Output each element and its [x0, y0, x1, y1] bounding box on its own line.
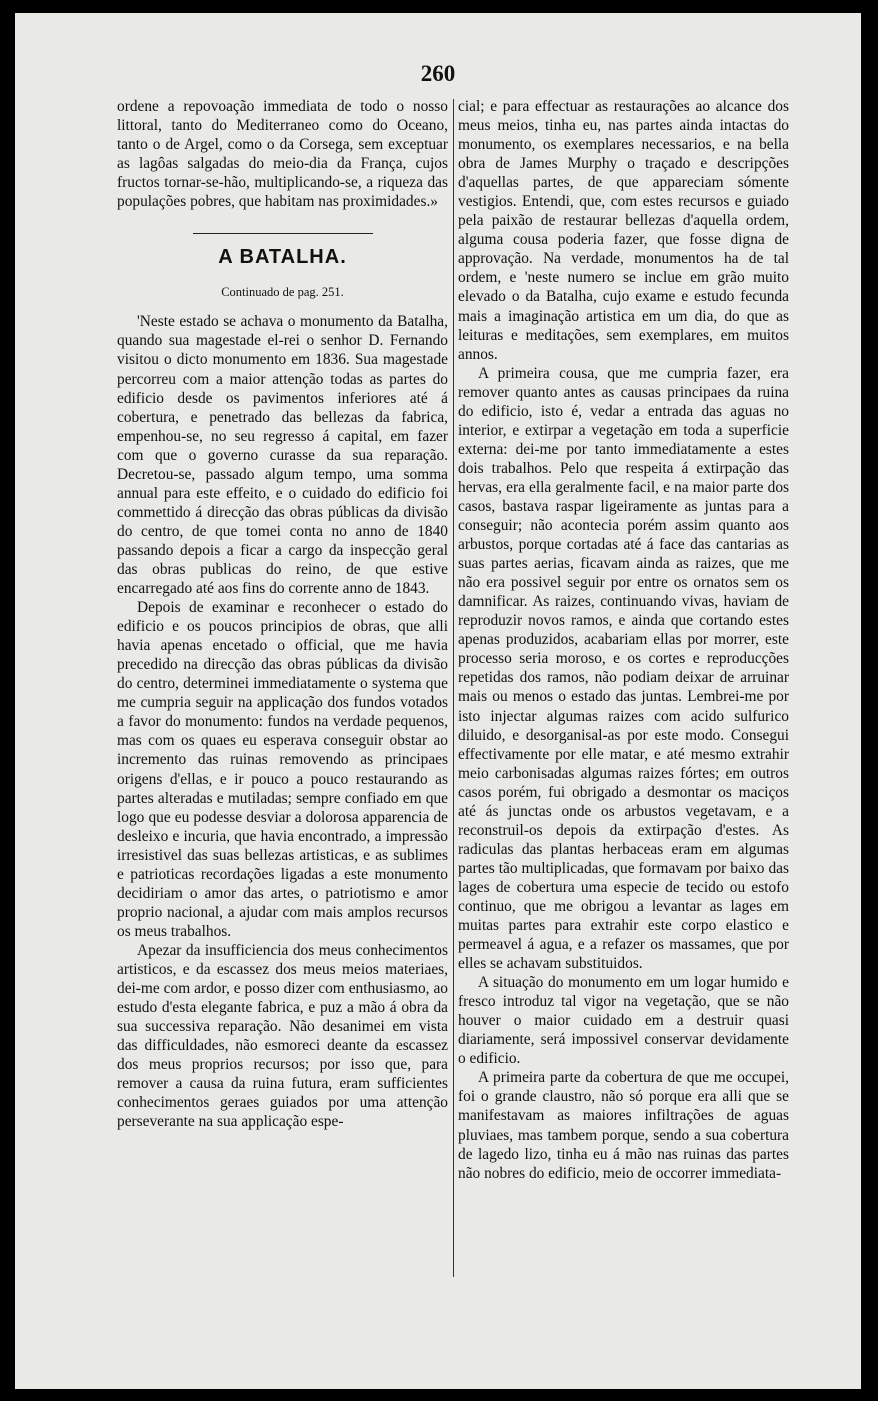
body-paragraph: Depois de examinar e reconhecer o estado do edificio e os poucos principios de obras, que alli havia apenas encetado o official, que me havia precedido na direcção das obras públicas da divisão do centro, determinei immediatamente o systema que me cumpria seguir na applicação dos fundos votados a favor do monumento: fundos na verdade pequenos, mas com os quaes eu esperava conseguir obstar ao incremento das ruinas removendo as principaes origens d'ellas, e ir pouco a pouco restaurando as partes alteradas e mutiladas; sempre confiado em que logo que eu podesse desviar a dolorosa apparencia de desleixo e incuria, que havia encontrado, a impressão irresistivel das suas bellezas artisticas, e as sublimes e patrioticas recordações ligadas a este monumento decidiriam o amor das artes, o patriotismo e amor proprio nacional, a ajudar com mais amplos recursos os meus trabalhos.	[117, 599, 448, 940]
article-title: A BATALHA.	[218, 246, 347, 269]
separator-rule	[193, 233, 373, 234]
body-paragraph: A situação do monumento em um logar humido e fresco introduz tal vigor na vegetação, que se não houver o maior cuidado em a destruir quasi diariamente, será impossivel conservar devidamente o edificio.	[458, 974, 789, 1068]
newspaper-page	[15, 13, 861, 1389]
body-paragraph: Apezar da insufficiencia dos meus conhecimentos artisticos, e da escassez dos meus meios materiaes, dei-me com ardor, e posso dizer com enthusiasmo, ao estudo d'esta elegante fabrica, e puz a mão á obra da sua successiva reparação. Não desanimei em vista das difficuldades, não esmoreci deante da escassez dos meus proprios recursos; por isso que, para remover a causa da ruina futura, eram sufficientes conhecimentos geraes guiados por uma attenção perseverante na sua applicação espe-	[117, 941, 448, 1131]
page-number: 260	[420, 61, 456, 86]
right-column	[458, 97, 789, 1183]
column-divider	[453, 99, 454, 1277]
body-paragraph: A primeira cousa, que me cumpria fazer, era remover quanto antes as causas principaes da ruina do edificio, isto é, vedar a entrada das aguas no interior, e extirpar a vegetação em toda a superficie externa: dei-me por tanto immediatamente a estes dois trabalhos. Pelo que respeita á extirpação das hervas, era ella geralmente facil, e na maior parte dos casos, bastava raspar ligeiramente as juntas para a conseguir; não acontecia porém assim quanto aos arbustos, porque cortadas até á face das cantarias as suas partes aerias, ficavam ainda as raizes, que me não era possivel seguir por entre os ornatos sem os damnificar. As raizes, continuando vivas, haviam de reproduzir novos ramos, e ainda que cortando estes apenas produzidos, acabariam ellas por morrer, este processo seria moroso, e os cortes e reproducções repetidas dos ramos, não podiam deixar de arruinar mais ou menos o estado das juntas. Lembrei-me por isto injectar algumas raizes com acido sulfurico diluido, e desorganisal-as por este modo. Consegui effectivamente por elle matar, e até mesmo extrahir meio carbonisadas algumas raizes fórtes; em outros casos porém, fui obrigado a desmontar os maciços até ás junctas onde os arbustos vegetavam, e a reconstruil-os depois da extirpação d'estes. As radiculas das plantas herbaceas eram em algumas partes tão multiplicadas, que formavam por baixo das lages de cobertura uma especie de tecido ou estofo continuo, que me obrigou a levantar as lages em muitas partes para extrahir este corpo elastico e permeavel á agua, e a refazer os massames, que por elles se achavam substituidos.	[458, 364, 789, 973]
body-paragraph: 'Neste estado se achava o monumento da Batalha, quando sua magestade el-rei o senhor D. Fernando visitou o dicto monumento em 1836. Sua magestade percorreu com a maior attenção todas as partes do edificio desde os pavimentos inferiores até á cobertura, e penetrado das bellezas da fabrica, empenhou-se, no seu regresso á capital, em fazer com que o governo curasse da sua reparação. Decretou-se, passado algum tempo, uma somma annual para este effeito, e o cuidado do edificio foi commettido á direcção das obras públicas da divisão do centro, de que tomei conta no anno de 1840 passando depois a ficar a cargo da inspecção geral das obras publicas do reino, de que estive encarregado até aos fins do corrente anno de 1843.	[117, 313, 448, 598]
intro-paragraph: ordene a repovoação immediata de todo o nosso littoral, tanto do Mediterraneo como do Oceano, tanto o de Argel, como o da Corsega, sem exceptuar as lagôas salgadas do meio-dia da França, cujos fructos tornar-se-hão, multiplicando-se, a riqueza das populações pobres, que habitam nas proximidades.»	[117, 98, 448, 211]
continued-note: Continuado de pag. 251.	[221, 285, 344, 300]
left-column	[117, 97, 448, 1131]
body-paragraph: cial; e para effectuar as restaurações ao alcance dos meus meios, tinha eu, nas partes ainda intactas do monumento, os exemplares necessarios, e na bella obra de James Murphy o traçado e descripções d'aquellas partes, de que appareciam sómente vestigios. Entendi, que, com estes recursos e guiado pela paixão de restaurar bellezas d'aquella ordem, alguma cousa poderia fazer, que fosse digna de approvação. Na verdade, monumentos ha de tal ordem, e 'neste numero se inclue em grão muito elevado o da Batalha, cujo exame e estudo fecunda mais a imaginação artistica em um dia, do que as leituras e meditações, sem exemplares, em muitos annos.	[458, 98, 789, 363]
body-paragraph: A primeira parte da cobertura de que me occupei, foi o grande claustro, não só porque era alli que se manifestavam as maiores infiltrações de aguas pluviaes, mas tambem porque, sendo a sua cobertura de lagedo lizo, tinha eu á mão nas ruinas das partes não nobres do edificio, meio de occorrer immediata-	[458, 1069, 789, 1182]
